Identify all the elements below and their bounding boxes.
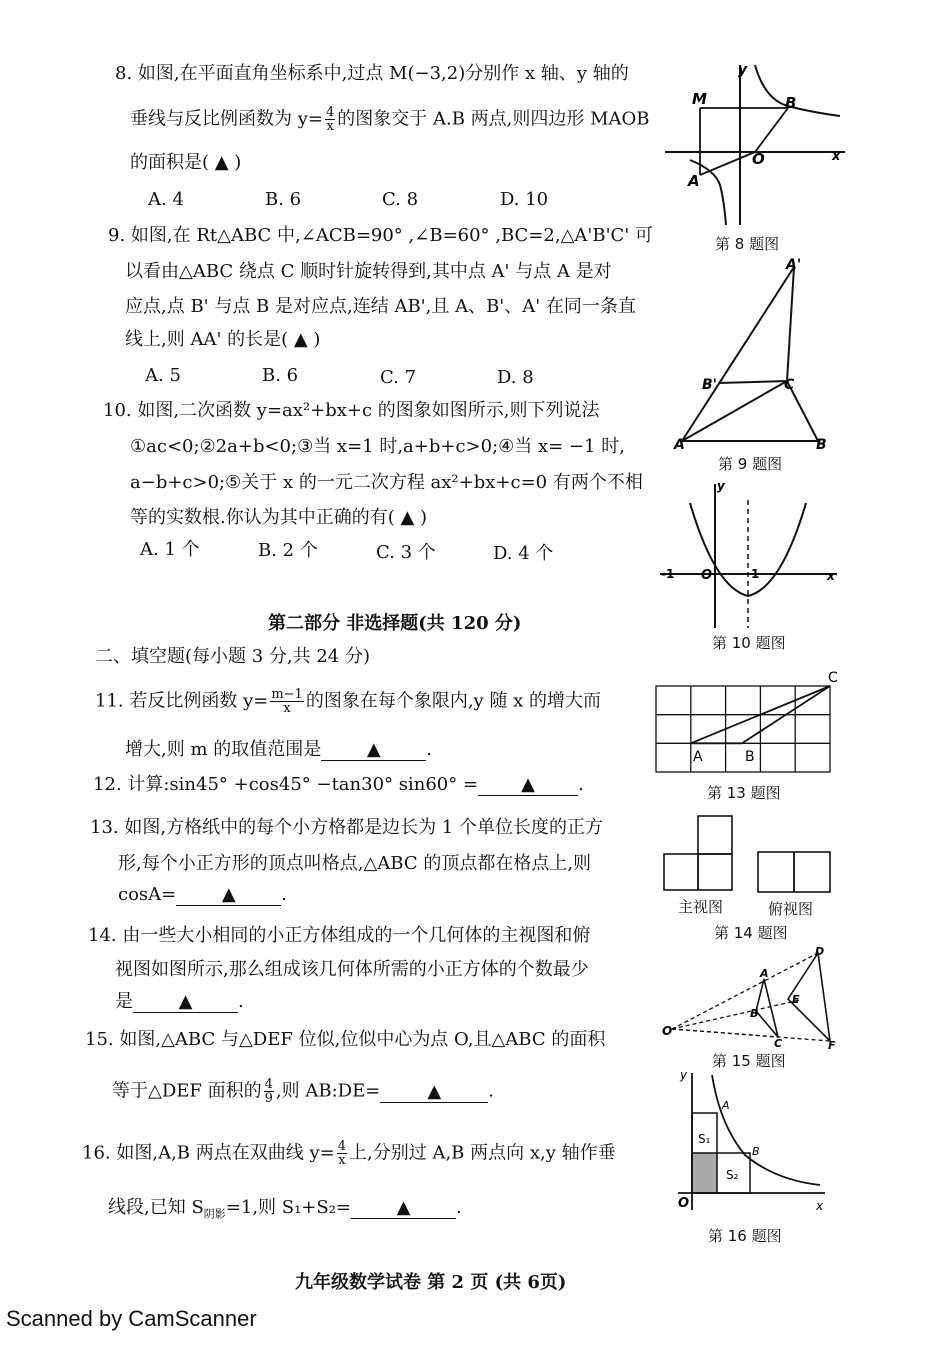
q11-line2-pre: 增大,则 m 的取值范围是 (125, 739, 322, 760)
f16-label-x: x (816, 1199, 824, 1213)
f10-label-minus1: -1 (661, 567, 675, 581)
f8-line-ob (755, 108, 788, 152)
f9-label-a1: A' (786, 257, 802, 273)
figure-13 (650, 668, 850, 780)
q12-line (93, 775, 584, 796)
q8-line2-post: 的图象交于 A.B 两点,则四边形 MAOB (337, 108, 650, 130)
q15-line1: 15. 如图,△ABC 与△DEF 位似,位似中心为点 O,且△ABC 的面积 (85, 1029, 606, 1050)
q9-line2: 以看由△ABC 绕点 C 顺时针旋转得到,其中点 A' 与点 A 是对 (125, 261, 612, 282)
f16-label-a: A (722, 1099, 730, 1112)
q13-line3 (118, 885, 287, 906)
f10-label-x: x (827, 569, 835, 583)
q8-line3: 的面积是( ▲ ) (130, 152, 242, 173)
f15-label-c: C (774, 1037, 783, 1050)
part2-title: 第二部分 非选择题(共 120 分) (268, 613, 522, 634)
f8-label-y: y (738, 62, 748, 78)
q16-end: . (456, 1197, 462, 1218)
f15-label-f: F (828, 1039, 836, 1050)
q9-option-a: A. 5 (145, 365, 181, 386)
q12-pre: 12. 计算:sin45° +cos45° −tan30° sin60° = (93, 774, 479, 795)
f9-label-c: C (784, 377, 795, 393)
f9-a-c (682, 381, 787, 441)
q15-end: . (488, 1080, 495, 1102)
caption-fig13: 第 13 题图 (707, 784, 781, 802)
caption-fig15: 第 15 题图 (712, 1052, 786, 1070)
q11-frac-den: x (283, 701, 291, 716)
q12-end: . (578, 774, 584, 795)
q9-line3: 应点,点 B' 与点 B 是对应点,连结 AB',且 A、B'、A' 在同一条直 (125, 296, 636, 317)
figure-15 (660, 945, 840, 1050)
f15-label-o: O (662, 1024, 673, 1038)
section-fill-in: 二、填空题(每小题 3 分,共 24 分) (95, 646, 371, 667)
f8-label-m: M (692, 90, 707, 108)
f10-label-y: y (717, 479, 725, 493)
q15-frac-den: 9 (264, 1091, 273, 1106)
q8-line2-pre: 垂线与反比例函数为 y= (130, 108, 323, 130)
f8-label-a: A (688, 172, 700, 190)
caption-fig14-top: 俯视图 (768, 900, 814, 918)
q9-option-d: D. 8 (497, 367, 534, 388)
q8-option-a: A. 4 (148, 189, 184, 210)
q9-option-b: B. 6 (262, 365, 299, 386)
q16-subscript: 阴影 (203, 1207, 226, 1221)
q13-answer-blank[interactable]: ▲ (176, 885, 281, 906)
q14-line1: 14. 由一些大小相同的小正方体组成的一个几何体的主视图和俯 (88, 925, 591, 946)
f13-grid (656, 686, 830, 772)
f16-label-b: B (752, 1145, 760, 1158)
q16-line1 (82, 1140, 616, 1167)
caption-fig14-front: 主视图 (678, 898, 724, 916)
q14-line2: 视图如图所示,那么组成该几何体所需的小正方体的个数最少 (115, 959, 589, 980)
q16-line1-post: 上,分别过 A,B 两点向 x,y 轴作垂 (349, 1142, 616, 1164)
q10-line4: 等的实数根.你认为其中正确的有( ▲ ) (130, 507, 428, 528)
q14-line3-pre: 是 (115, 991, 133, 1012)
figure-14-front-view (660, 812, 740, 894)
scanner-watermark: Scanned by CamScanner (6, 1306, 257, 1331)
q15-fraction (264, 1078, 274, 1105)
f16-label-y: y (680, 1068, 688, 1082)
q13-line2: 形,每个小正方形的顶点叫格点,△ABC 的顶点都在格点上,则 (118, 853, 592, 874)
q16-frac-den: x (338, 1153, 346, 1168)
q12-answer-blank[interactable]: ▲ (478, 775, 578, 796)
q10-option-b: B. 2 个 (258, 540, 318, 561)
q8-line1: 8. 如图,在平面直角坐标系中,过点 M(−3,2)分别作 x 轴、y 轴的 (115, 63, 629, 84)
q15-line2-pre: 等于△DEF 面积的 (112, 1080, 262, 1102)
f15-triangle-abc (756, 979, 778, 1037)
figure-14-top-view (755, 848, 835, 896)
q11-end: . (426, 739, 432, 760)
f9-b1-c (719, 381, 787, 383)
f13-label-a: A (693, 749, 703, 765)
q16-line2-mid: =1,则 S₁+S₂= (225, 1197, 352, 1218)
q16-line2 (108, 1198, 462, 1225)
f8-label-b: B (785, 94, 797, 112)
f8-line-ao (700, 152, 755, 175)
q10-option-c: C. 3 个 (376, 542, 436, 563)
f9-label-b1: B' (702, 377, 717, 393)
q11-line1-pre: 11. 若反比例函数 y= (95, 690, 269, 712)
f16-label-s1: S₁ (698, 1132, 711, 1146)
q15-answer-blank[interactable]: ▲ (380, 1082, 488, 1103)
q13-line3-pre: cosA= (118, 884, 177, 905)
q16-answer-blank[interactable]: ▲ (351, 1198, 456, 1219)
q11-line1-post: 的图象在每个象限内,y 随 x 的增大而 (305, 690, 602, 712)
q16-frac-num: 4 (337, 1139, 346, 1154)
q16-line1-pre: 16. 如图,A,B 两点在双曲线 y= (82, 1142, 335, 1164)
f13-label-b: B (745, 749, 755, 765)
q15-line2 (112, 1078, 494, 1105)
f16-label-o: O (678, 1196, 690, 1211)
f16-shaded-region (692, 1153, 717, 1193)
f9-label-b: B (816, 437, 827, 453)
f8-label-x: x (832, 149, 841, 164)
f16-label-s2: S₂ (726, 1168, 739, 1182)
caption-fig16: 第 16 题图 (708, 1227, 782, 1245)
q11-fraction (270, 688, 304, 715)
q14-end: . (238, 991, 244, 1012)
f8-curve-q3 (690, 160, 726, 225)
q14-answer-blank[interactable]: ▲ (133, 992, 238, 1013)
f10-label-o: O (701, 568, 713, 583)
f15-label-b: B (750, 1007, 759, 1020)
q10-line2: ①ac<0;②2a+b<0;③当 x=1 时,a+b+c>0;④当 x= −1 时, (130, 436, 625, 457)
q8-option-d: D. 10 (500, 189, 549, 210)
q15-frac-num: 4 (264, 1077, 273, 1092)
q8-frac-den: x (326, 119, 334, 134)
caption-fig10: 第 10 题图 (712, 634, 786, 652)
f13-label-c: C (828, 670, 838, 686)
q13-end: . (281, 884, 287, 905)
q11-answer-blank[interactable]: ▲ (321, 740, 426, 761)
q8-option-c: C. 8 (382, 189, 419, 210)
q8-option-b: B. 6 (265, 189, 302, 210)
q8-frac-num: 4 (325, 105, 335, 120)
figure-8 (660, 60, 850, 230)
q13-line1: 13. 如图,方格纸中的每个小方格都是边长为 1 个单位长度的正方 (90, 817, 603, 838)
f10-label-1: 1 (751, 567, 760, 581)
q10-option-d: D. 4 个 (493, 543, 554, 564)
f15-label-e: E (792, 993, 800, 1006)
q9-line1: 9. 如图,在 Rt△ABC 中,∠ACB=90° ,∠B=60° ,BC=2,△A'B'C' 可 (108, 225, 653, 246)
f15-label-d: D (815, 945, 825, 958)
q8-fraction (325, 106, 335, 133)
q10-line1: 10. 如图,二次函数 y=ax²+bx+c 的图象如图所示,则下列说法 (103, 400, 600, 421)
caption-fig8: 第 8 题图 (715, 235, 780, 253)
figure-16 (670, 1065, 830, 1215)
q9-line4: 线上,则 AA' 的长是( ▲ ) (125, 329, 321, 350)
f9-a-a1 (682, 267, 794, 441)
f9-a1-c (787, 267, 794, 381)
caption-fig9: 第 9 题图 (718, 455, 783, 473)
figure-10 (655, 478, 845, 633)
q10-option-a: A. 1 个 (140, 539, 200, 560)
q14-line3 (115, 992, 244, 1013)
q11-line1 (95, 688, 601, 715)
f9-label-a: A (674, 437, 685, 453)
q15-line2-post: ,则 AB:DE= (275, 1080, 381, 1102)
q10-line3: a−b+c>0;⑤关于 x 的一元二次方程 ax²+bx+c=0 有两个不相 (130, 472, 643, 493)
q16-fraction (337, 1140, 347, 1167)
q11-line2 (125, 740, 432, 761)
q11-frac-num: m−1 (271, 687, 303, 702)
figure-9 (670, 255, 840, 455)
q8-line2 (130, 106, 650, 133)
q16-line2-pre: 线段,已知 S (108, 1197, 204, 1218)
f8-label-o: O (752, 150, 765, 168)
caption-fig14: 第 14 题图 (714, 924, 788, 942)
q9-option-c: C. 7 (380, 367, 417, 388)
f15-label-a: A (760, 967, 769, 980)
page-footer: 九年级数学试卷 第 2 页 (共 6页) (295, 1272, 567, 1293)
